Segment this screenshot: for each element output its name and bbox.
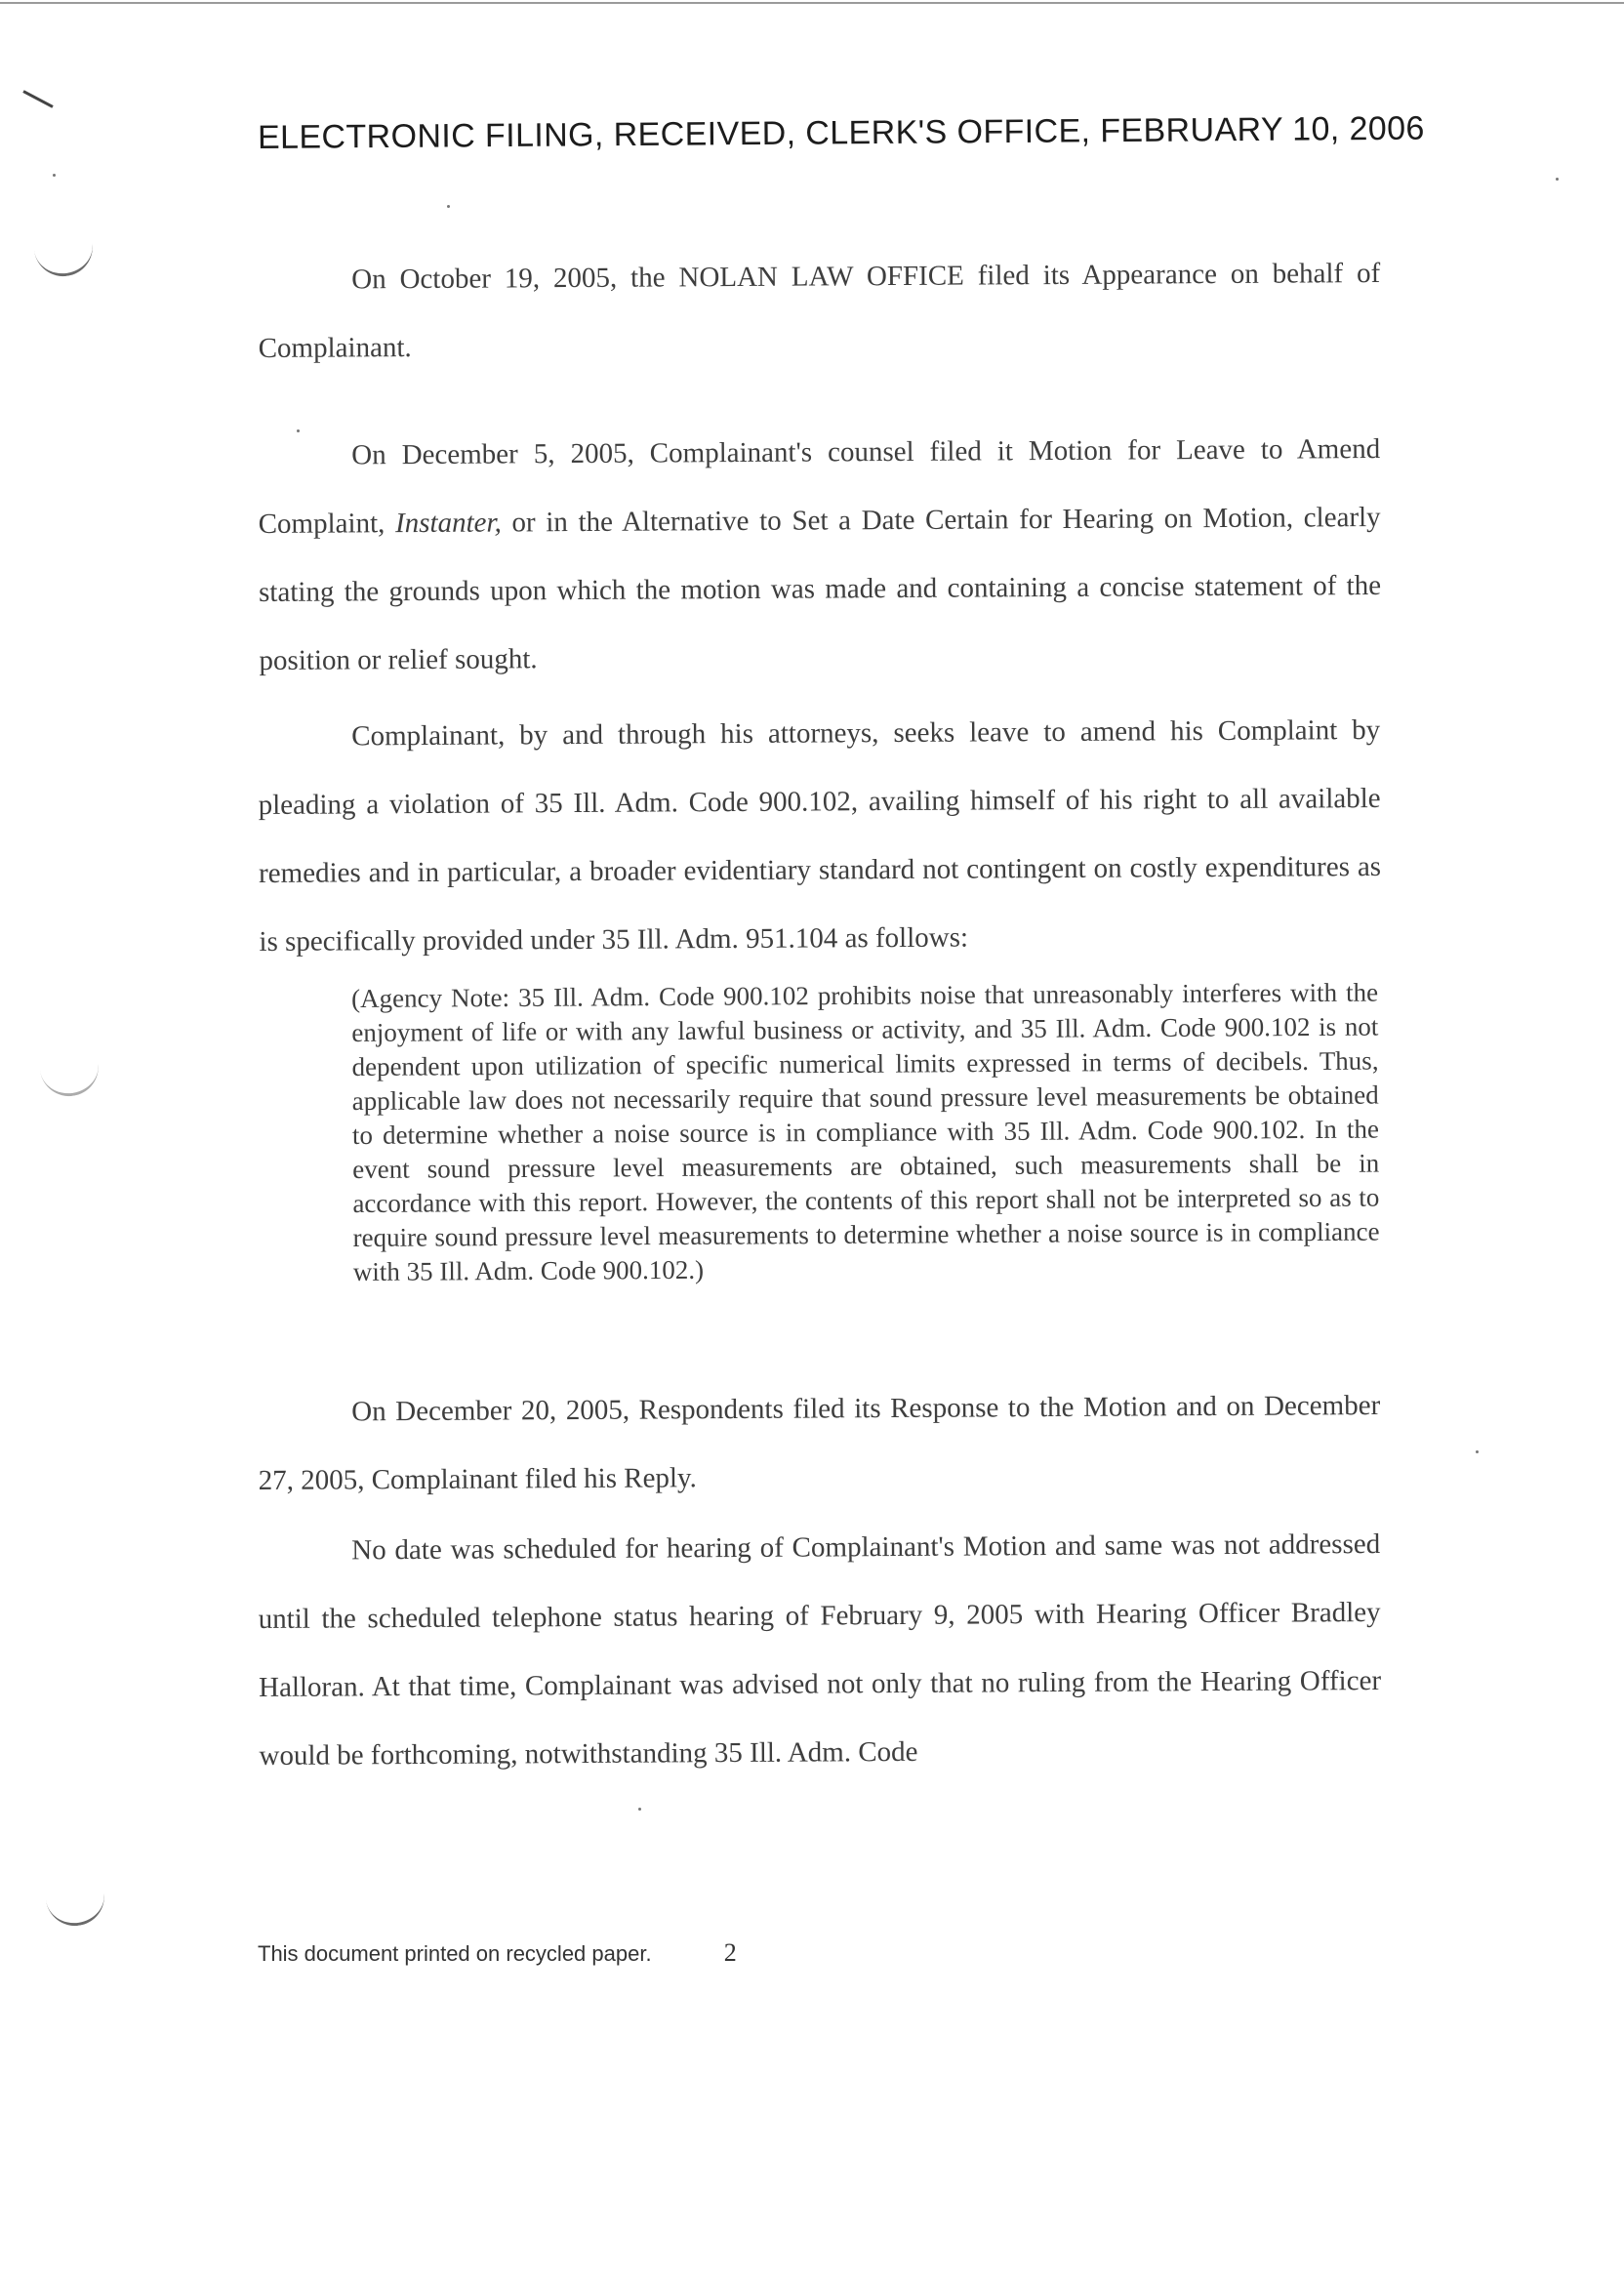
scan-speck [638, 1808, 641, 1811]
recycled-paper-note: This document printed on recycled paper. [258, 1941, 652, 1966]
scan-edge-line [0, 2, 1624, 4]
page-number: 2 [723, 1938, 737, 1967]
binder-hole-mark [44, 1880, 107, 1930]
filing-stamp-header: ELECTRONIC FILING, RECEIVED, CLERK'S OFFICE, FEBRUARY 10, 2006 [257, 109, 1425, 156]
scan-speck [1556, 178, 1559, 181]
scan-speck [447, 205, 450, 208]
paragraph-motion-filed [258, 415, 1382, 695]
scan-speck [53, 174, 56, 177]
page-footer [258, 1938, 941, 1968]
agency-note-block-quote: (Agency Note: 35 Ill. Adm. Code 900.102 prohibits noise that unreasonably interferes with the enjoyment of life or with any lawful business or activity, and 35 Ill. Adm. Code 900.102 is not dependent upon utilization of specific numerical limits expressed in terms of decibels. Thus, applicable law does not necessarily require that sound pressure level measurements be obtained to determine whether a noise source is in compliance with 35 Ill. Adm. Code 900.102. In the event sound pressure level measurements are obtained, such measurements shall be in accordance with this report. However, the contents of this report shall not be interpreted so as to require sound pressure level measurements to determine whether a noise source is in compliance with 35 Ill. Adm. Code 900.102.) [351, 977, 1380, 1286]
paragraph-leave-to-amend: Complainant, by and through his attorneys, seeks leave to amend his Complaint by pleading a violation of 35 Ill. Adm. Code 900.102, availing himself of his right to all available remedies and in particular, a broader evidentiary standard not contingent on costly expenditures as is specifically provided under 35 Ill. Adm. 951.104 as follows: [258, 713, 1382, 958]
paragraph-motion-text-b: or in the Alternative to Set a Date Certain for Hearing on Motion, clearly stating the grounds upon which the motion was made and containing a concise statement of the position or relief sought. [258, 501, 1382, 676]
binder-hole-mark [38, 1050, 102, 1100]
paragraph-status-hearing: No date was scheduled for hearing of Complainant's Motion and same was not addressed until the scheduled telephone status hearing of February 9, 2005 with Hearing Officer Bradley Halloran. At that time, Complainant was advised not only that no ruling from the Hearing Officer would be forthcoming, notwithstanding 35 Ill. Adm. Code [258, 1528, 1382, 1772]
scan-artifact [22, 90, 53, 108]
scan-speck [1476, 1450, 1479, 1453]
paragraph-appearance: On October 19, 2005, the NOLAN LAW OFFICE filed its Appearance on behalf of Complainant. [258, 257, 1381, 364]
instanter-term: Instanter, [394, 507, 502, 540]
paragraph-response-reply: On December 20, 2005, Respondents filed its Response to the Motion and on December 27, 2005, Complainant filed his Reply. [258, 1389, 1381, 1496]
binder-hole-mark [32, 230, 96, 280]
paragraph-motion-text-a: On December 5, 2005, Complainant's counsel filed it Motion for Leave to Amend Complaint, [258, 432, 1381, 540]
